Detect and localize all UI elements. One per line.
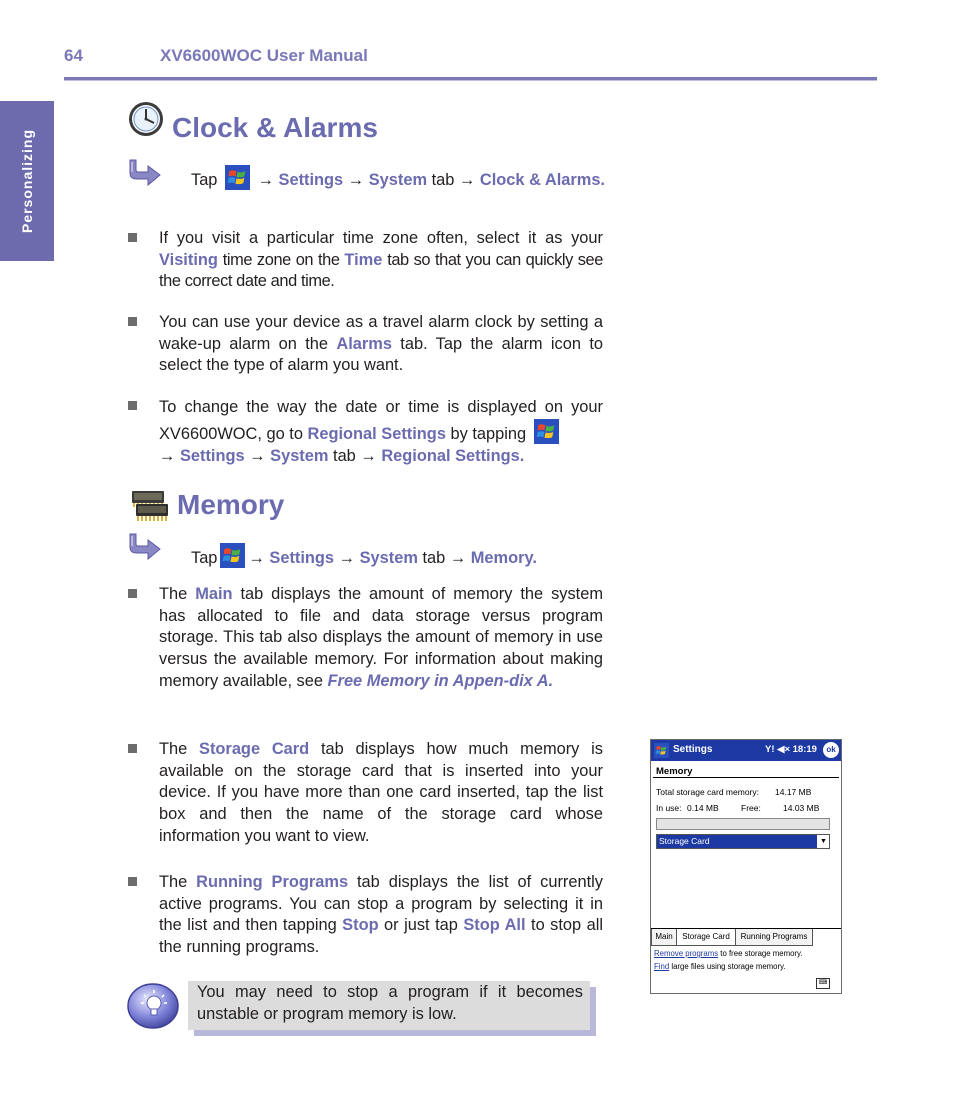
total-memory-label: Total storage card memory:	[656, 787, 759, 797]
memory-bullet-3: The Running Programs tab displays the list of currently active programs. You can stop a program by selecting it in the list and then tapping Stop or just tap Stop All to stop all the running programs.	[159, 873, 603, 957]
start-menu-icon[interactable]	[220, 543, 245, 568]
tab-storage-card[interactable]: Storage Card	[676, 929, 736, 946]
arrow-symbol: →	[347, 171, 365, 189]
bullet-marker	[128, 744, 137, 753]
tab-main[interactable]: Main	[651, 929, 677, 946]
memory-usage-bar	[656, 818, 830, 830]
tab-word: tab	[431, 171, 455, 189]
clock-instruction	[191, 165, 605, 191]
tap-word: Tap	[191, 171, 218, 189]
bullet-marker	[128, 877, 137, 886]
clock-alarms-link: Clock & Alarms.	[479, 171, 605, 189]
memory-title: Memory	[177, 489, 285, 520]
remove-programs-row: Remove programs to free storage memory.	[654, 949, 803, 958]
arrow-symbol: →	[257, 171, 274, 189]
tip-text: You may need to stop a program if it becomes unstable or program memory is low.	[197, 983, 583, 1023]
find-large-files-row: Find large files using storage memory.	[654, 962, 786, 971]
device-status: Y! ◀× 18:19	[765, 744, 817, 755]
storage-card-select-value: Storage Card	[657, 835, 817, 848]
lightbulb-tip-icon	[126, 981, 180, 1031]
start-menu-icon[interactable]	[534, 419, 559, 444]
start-menu-icon[interactable]	[225, 165, 250, 190]
start-menu-icon[interactable]	[654, 743, 669, 758]
system-link: System	[368, 171, 428, 189]
storage-card-select[interactable]	[656, 834, 830, 849]
clock-alarms-title: Clock & Alarms	[172, 112, 378, 143]
total-memory-value: 14.17 MB	[775, 787, 812, 797]
tap-arrow-icon	[126, 157, 162, 189]
manual-title: XV6600WOC User Manual	[160, 46, 368, 65]
bullet-marker	[128, 317, 137, 326]
ok-button[interactable]: ok	[823, 742, 839, 758]
device-title-bar	[651, 740, 841, 761]
device-title: Settings	[673, 744, 713, 755]
tip-box	[188, 981, 590, 1030]
memory-instruction: Tap → Settings → System tab → Memory.	[191, 543, 611, 569]
clock-bullet-1: If you visit a particular time zone often, select it as your Visiting time zone on the Time tab so that you can quickly see the correct date and time.	[159, 229, 603, 291]
device-heading: Memory	[656, 766, 693, 777]
side-tab	[0, 101, 54, 261]
tab-running-programs[interactable]: Running Programs	[735, 929, 813, 946]
memory-chip-icon	[126, 488, 172, 524]
memory-bullet-2: The Storage Card tab displays how much memory is available on the storage card that is inserted into your device. If you have more than one card inserted, tap the list box and then the name of the storage card whose information you want to view.	[159, 740, 603, 845]
side-tab-label: Personalizing	[19, 128, 35, 234]
device-heading-rule	[653, 777, 839, 778]
keyboard-icon[interactable]: ⌨	[816, 978, 830, 989]
clock-bullet-3: To change the way the date or time is displayed on your XV6600WOC, go to Regional Settings by tapping → Settings → System tab → Regional Settings.	[159, 398, 603, 465]
free-label: Free:	[741, 803, 761, 813]
bullet-marker	[128, 233, 137, 242]
bullet-marker	[128, 589, 137, 598]
tap-arrow-icon	[126, 531, 162, 563]
in-use-value: 0.14 MB	[687, 803, 719, 813]
free-value: 14.03 MB	[783, 803, 820, 813]
settings-link: Settings	[278, 171, 344, 189]
page-number: 64	[64, 46, 83, 65]
clock-icon	[126, 100, 166, 140]
bullet-marker	[128, 401, 137, 410]
in-use-label: In use:	[656, 803, 682, 813]
memory-bullet-1: The Main tab displays the amount of memory the system has allocated to file and data storage versus program storage. This tab also displays the amount of memory in use versus the available memory. For information about making memory available, see Free Memory in Appen-dix A.	[159, 585, 603, 690]
device-screenshot	[650, 739, 842, 994]
arrow-symbol: →	[458, 171, 476, 189]
device-tab-bar	[651, 928, 841, 947]
find-link[interactable]: Find	[654, 962, 670, 971]
remove-programs-link[interactable]: Remove programs	[654, 949, 719, 958]
header-rule	[64, 77, 877, 81]
clock-bullet-2: You can use your device as a travel alarm clock by setting a wake-up alarm on the Alarms tab. Tap the alarm icon to select the type of alarm you want.	[159, 313, 603, 375]
chevron-down-icon[interactable]: ▼	[820, 838, 827, 845]
